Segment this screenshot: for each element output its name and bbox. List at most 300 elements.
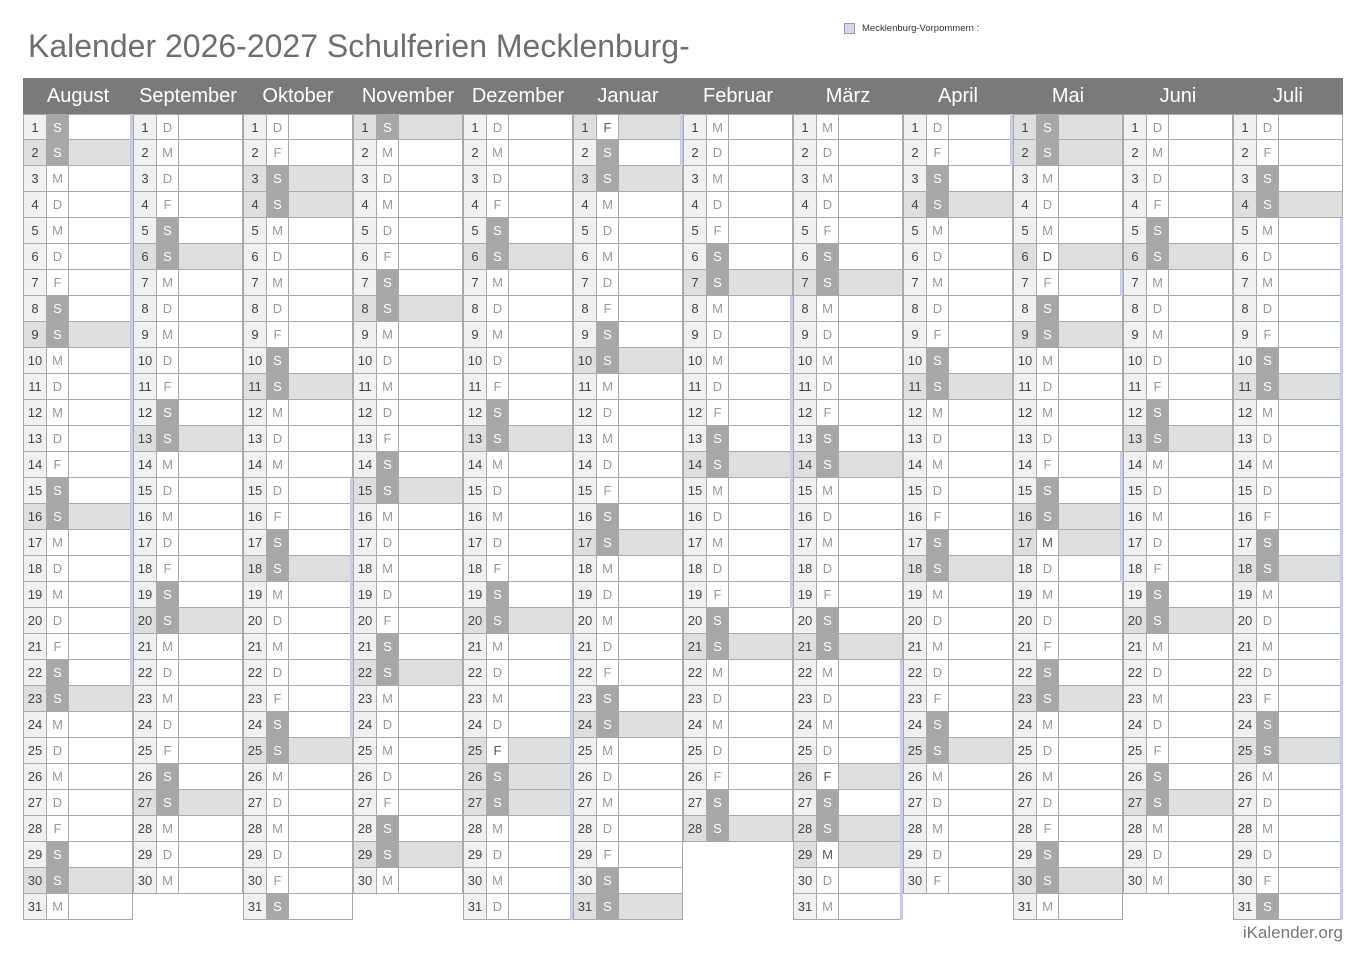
weekday-letter: S (1257, 894, 1279, 919)
day-note (509, 842, 573, 867)
day-row (683, 608, 793, 634)
weekday-letter: S (487, 764, 509, 789)
day-number: 30 (903, 868, 927, 893)
weekday-letter: S (267, 738, 289, 763)
day-row (1123, 712, 1233, 738)
day-row (573, 348, 683, 374)
weekday-letter: M (157, 816, 179, 841)
weekday-letter: S (487, 426, 509, 451)
day-row (1233, 452, 1343, 478)
day-note (289, 582, 353, 607)
day-row (683, 790, 793, 816)
day-row (133, 296, 243, 322)
day-number: 21 (353, 634, 377, 659)
weekday-letter: M (1257, 634, 1279, 659)
day-note (1169, 556, 1233, 581)
day-row (793, 790, 903, 816)
day-row (243, 166, 353, 192)
day-row (1013, 582, 1123, 608)
weekday-letter: S (487, 244, 509, 269)
day-row (243, 192, 353, 218)
day-number: 13 (683, 426, 707, 451)
day-row (23, 712, 133, 738)
day-number: 1 (463, 115, 487, 139)
day-number: 22 (1013, 660, 1037, 685)
day-note (839, 608, 903, 633)
day-note (289, 296, 353, 321)
day-number: 23 (1123, 686, 1147, 711)
day-number: 1 (1233, 115, 1257, 139)
weekday-letter: M (927, 218, 949, 243)
day-note (839, 660, 903, 685)
weekday-letter: S (157, 244, 179, 269)
day-number: 14 (133, 452, 157, 477)
day-row (133, 582, 243, 608)
weekday-letter: D (927, 115, 949, 139)
weekday-letter: D (1257, 244, 1279, 269)
day-number: 11 (463, 374, 487, 399)
day-note (509, 218, 573, 243)
day-row (1013, 556, 1123, 582)
weekday-letter: D (1037, 192, 1059, 217)
weekday-letter: S (1147, 426, 1169, 451)
day-row (573, 764, 683, 790)
day-number: 25 (1233, 738, 1257, 763)
day-row (353, 348, 463, 374)
day-row (133, 218, 243, 244)
day-number: 9 (1123, 322, 1147, 347)
day-note (1059, 660, 1123, 685)
day-number: 14 (463, 452, 487, 477)
weekday-letter: M (1037, 764, 1059, 789)
weekday-letter: M (817, 530, 839, 555)
day-note (1279, 374, 1343, 399)
day-row (1013, 166, 1123, 192)
day-note (69, 426, 133, 451)
day-row (463, 530, 573, 556)
weekday-letter: D (487, 894, 509, 919)
day-note (179, 842, 243, 867)
day-row (243, 530, 353, 556)
day-number: 1 (243, 115, 267, 139)
day-note (619, 426, 683, 451)
weekday-letter: S (1037, 478, 1059, 503)
day-note (399, 712, 463, 737)
day-number: 15 (23, 478, 47, 503)
day-row (1013, 478, 1123, 504)
day-row (1233, 738, 1343, 764)
weekday-letter: F (377, 244, 399, 269)
day-row (1123, 218, 1233, 244)
day-row (793, 374, 903, 400)
day-number: 30 (23, 868, 47, 893)
day-row (463, 504, 573, 530)
day-number: 21 (573, 634, 597, 659)
day-number: 17 (353, 530, 377, 555)
day-note (179, 296, 243, 321)
day-row (903, 868, 1013, 894)
day-number: 6 (683, 244, 707, 269)
day-number: 3 (1233, 166, 1257, 191)
weekday-letter: S (1257, 530, 1279, 555)
day-number: 12 (133, 400, 157, 425)
day-number: 11 (243, 374, 267, 399)
day-number: 5 (793, 218, 817, 243)
day-note (69, 582, 133, 607)
weekday-letter: D (927, 608, 949, 633)
weekday-letter: D (1257, 790, 1279, 815)
weekday-letter: S (1257, 712, 1279, 737)
weekday-letter: M (47, 218, 69, 243)
day-note (729, 634, 793, 659)
weekday-letter: D (487, 166, 509, 191)
weekday-letter: M (817, 712, 839, 737)
day-number: 12 (353, 400, 377, 425)
day-note (1279, 842, 1343, 867)
day-row (133, 478, 243, 504)
day-note (399, 608, 463, 633)
day-row (133, 192, 243, 218)
weekday-letter: M (597, 244, 619, 269)
weekday-letter: S (267, 894, 289, 919)
weekday-letter: D (487, 115, 509, 139)
day-row (683, 400, 793, 426)
day-row (793, 556, 903, 582)
weekday-letter: D (1147, 842, 1169, 867)
day-note (399, 530, 463, 555)
day-row (133, 686, 243, 712)
day-note (949, 608, 1013, 633)
day-note (1059, 374, 1123, 399)
day-number: 20 (1233, 608, 1257, 633)
day-note (289, 166, 353, 191)
weekday-letter: D (157, 296, 179, 321)
weekday-letter: F (267, 504, 289, 529)
day-row (1123, 452, 1233, 478)
weekday-letter: F (157, 374, 179, 399)
weekday-letter: S (377, 452, 399, 477)
day-note (1279, 140, 1343, 165)
weekday-letter: D (47, 790, 69, 815)
day-note (949, 634, 1013, 659)
day-row (903, 114, 1013, 140)
month-column (573, 114, 683, 920)
day-number: 15 (243, 478, 267, 503)
weekday-letter: S (267, 166, 289, 191)
day-note (69, 296, 133, 321)
day-number: 20 (1123, 608, 1147, 633)
weekday-letter: M (1257, 452, 1279, 477)
day-note (1279, 426, 1343, 451)
day-note (839, 374, 903, 399)
day-number: 16 (1123, 504, 1147, 529)
day-number: 23 (903, 686, 927, 711)
day-note (1059, 115, 1123, 139)
weekday-letter: S (487, 790, 509, 815)
day-row (23, 270, 133, 296)
day-row (573, 478, 683, 504)
weekday-letter: S (927, 166, 949, 191)
day-number: 5 (573, 218, 597, 243)
day-note (1279, 348, 1343, 373)
day-note (179, 504, 243, 529)
day-row (353, 400, 463, 426)
weekday-letter: S (267, 556, 289, 581)
weekday-letter: D (377, 530, 399, 555)
day-number: 29 (1013, 842, 1037, 867)
day-note (289, 686, 353, 711)
day-note (289, 478, 353, 503)
day-number: 13 (353, 426, 377, 451)
day-number: 17 (1123, 530, 1147, 555)
day-number: 26 (1233, 764, 1257, 789)
day-row (793, 816, 903, 842)
weekday-letter: M (927, 582, 949, 607)
day-number: 18 (133, 556, 157, 581)
weekday-letter: D (1037, 738, 1059, 763)
weekday-letter: F (157, 192, 179, 217)
day-number: 8 (573, 296, 597, 321)
day-note (399, 452, 463, 477)
day-note (1169, 296, 1233, 321)
day-row (1123, 504, 1233, 530)
day-row (133, 738, 243, 764)
day-note (949, 244, 1013, 269)
day-number: 4 (573, 192, 597, 217)
day-number: 19 (1233, 582, 1257, 607)
day-number: 7 (903, 270, 927, 295)
day-note (949, 374, 1013, 399)
day-note (839, 348, 903, 373)
day-row (1013, 192, 1123, 218)
weekday-letter: M (47, 894, 69, 919)
weekday-letter: S (157, 426, 179, 451)
day-row (1123, 556, 1233, 582)
day-note (69, 842, 133, 867)
day-number: 21 (1013, 634, 1037, 659)
day-note (1279, 790, 1343, 815)
day-note (399, 842, 463, 867)
day-note (839, 868, 903, 893)
day-row (1013, 140, 1123, 166)
day-note (1059, 348, 1123, 373)
month-header-februar: Februar (702, 85, 774, 107)
weekday-letter: M (707, 712, 729, 737)
day-row (573, 816, 683, 842)
day-row (1123, 296, 1233, 322)
weekday-letter: M (157, 140, 179, 165)
day-note (949, 115, 1013, 139)
day-number: 15 (1123, 478, 1147, 503)
day-row (683, 374, 793, 400)
day-note (69, 738, 133, 763)
day-note (949, 686, 1013, 711)
day-number: 19 (573, 582, 597, 607)
day-note (509, 192, 573, 217)
day-note (839, 530, 903, 555)
day-number: 11 (353, 374, 377, 399)
weekday-letter: F (1147, 192, 1169, 217)
weekday-letter: S (1037, 660, 1059, 685)
day-row (903, 764, 1013, 790)
day-row (573, 660, 683, 686)
day-number: 25 (463, 738, 487, 763)
day-note (289, 400, 353, 425)
day-row (133, 322, 243, 348)
day-number: 3 (793, 166, 817, 191)
day-number: 19 (683, 582, 707, 607)
day-number: 3 (573, 166, 597, 191)
day-row (793, 868, 903, 894)
day-row (793, 582, 903, 608)
day-note (1059, 270, 1123, 295)
day-row (683, 348, 793, 374)
weekday-letter: D (817, 322, 839, 347)
day-row (1013, 790, 1123, 816)
day-row (243, 322, 353, 348)
day-number: 18 (573, 556, 597, 581)
day-row (243, 712, 353, 738)
day-number: 14 (1123, 452, 1147, 477)
day-number: 23 (793, 686, 817, 711)
weekday-letter: F (1037, 816, 1059, 841)
day-row (573, 452, 683, 478)
day-number: 19 (23, 582, 47, 607)
day-row (683, 452, 793, 478)
weekday-letter: S (707, 244, 729, 269)
day-number: 7 (683, 270, 707, 295)
weekday-letter: F (927, 140, 949, 165)
weekday-letter: S (47, 660, 69, 685)
weekday-letter: M (707, 530, 729, 555)
weekday-letter: M (377, 322, 399, 347)
weekday-letter: S (707, 452, 729, 477)
day-row (1013, 738, 1123, 764)
day-number: 6 (793, 244, 817, 269)
month-header-april: April (937, 85, 978, 107)
day-note (69, 894, 133, 919)
weekday-letter: M (597, 556, 619, 581)
weekday-letter: S (47, 115, 69, 139)
day-number: 19 (463, 582, 487, 607)
weekday-letter: D (47, 738, 69, 763)
day-note (949, 192, 1013, 217)
day-number: 2 (353, 140, 377, 165)
day-row (1233, 634, 1343, 660)
weekday-letter: S (707, 790, 729, 815)
day-row (1123, 816, 1233, 842)
day-row (1013, 348, 1123, 374)
day-row (1233, 478, 1343, 504)
weekday-letter: F (267, 322, 289, 347)
day-note (619, 192, 683, 217)
day-note (839, 115, 903, 139)
weekday-letter: S (817, 608, 839, 633)
day-row (573, 738, 683, 764)
day-row (23, 634, 133, 660)
day-number: 28 (683, 816, 707, 841)
day-row (1123, 426, 1233, 452)
day-row (1013, 894, 1123, 920)
day-number: 17 (1013, 530, 1037, 555)
day-number: 20 (683, 608, 707, 633)
weekday-letter: D (487, 348, 509, 373)
day-row (903, 790, 1013, 816)
weekday-letter: M (487, 270, 509, 295)
weekday-letter: S (597, 140, 619, 165)
day-row (1233, 556, 1343, 582)
day-note (839, 322, 903, 347)
day-number: 27 (463, 790, 487, 815)
day-number: 3 (903, 166, 927, 191)
day-number: 25 (573, 738, 597, 763)
day-note (619, 530, 683, 555)
day-number: 23 (133, 686, 157, 711)
day-row (903, 296, 1013, 322)
day-note (399, 660, 463, 685)
day-number: 4 (353, 192, 377, 217)
day-note (729, 478, 793, 503)
day-number: 2 (573, 140, 597, 165)
day-row (793, 712, 903, 738)
weekday-letter: S (377, 478, 399, 503)
weekday-letter: M (597, 738, 619, 763)
day-note (69, 218, 133, 243)
day-row (463, 374, 573, 400)
day-number: 27 (573, 790, 597, 815)
day-number: 8 (243, 296, 267, 321)
day-note (1169, 842, 1233, 867)
day-row (133, 842, 243, 868)
weekday-letter: F (157, 556, 179, 581)
day-row (1013, 218, 1123, 244)
day-number: 4 (23, 192, 47, 217)
weekday-letter: D (377, 218, 399, 243)
weekday-letter: M (817, 478, 839, 503)
day-note (1169, 426, 1233, 451)
day-note (729, 244, 793, 269)
day-number: 21 (243, 634, 267, 659)
day-note (179, 660, 243, 685)
day-row (1123, 660, 1233, 686)
day-note (289, 322, 353, 347)
day-note (949, 790, 1013, 815)
day-row (463, 842, 573, 868)
weekday-letter: D (267, 244, 289, 269)
day-row (1233, 400, 1343, 426)
weekday-letter: S (1037, 686, 1059, 711)
weekday-letter: M (487, 634, 509, 659)
day-note (619, 686, 683, 711)
day-row (903, 712, 1013, 738)
day-note (509, 400, 573, 425)
day-note (509, 478, 573, 503)
day-note (619, 504, 683, 529)
weekday-letter: D (1147, 166, 1169, 191)
weekday-letter: D (817, 504, 839, 529)
day-row (1233, 218, 1343, 244)
weekday-letter: S (47, 504, 69, 529)
day-row (793, 114, 903, 140)
day-number: 5 (903, 218, 927, 243)
day-note (949, 452, 1013, 477)
day-note (289, 530, 353, 555)
day-note (949, 504, 1013, 529)
day-number: 5 (353, 218, 377, 243)
day-row (1123, 790, 1233, 816)
day-note (289, 556, 353, 581)
day-number: 8 (353, 296, 377, 321)
